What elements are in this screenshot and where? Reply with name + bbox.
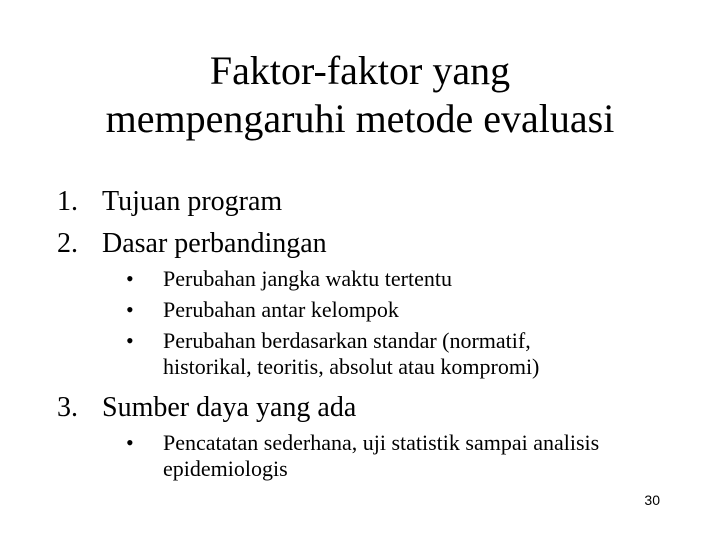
sub-bullet-text: Pencatatan sederhana, uji statistik sampai analisis epidemiologis (163, 430, 600, 481)
bullet-icon: • (126, 430, 134, 455)
list-item-text: Sumber daya yang ada (102, 392, 357, 423)
bullet-icon: • (126, 328, 134, 353)
sub-bullet-text: Perubahan berdasarkan standar (normatif, historikal, teoritis, absolut atau kompromi) (163, 328, 540, 379)
list-item-number: 3. (57, 392, 78, 423)
list-item-text: Dasar perbandingan (102, 228, 327, 259)
list-item-number: 2. (57, 228, 78, 259)
page-number: 30 (644, 492, 660, 508)
sub-bullet-text: Perubahan antar kelompok (163, 297, 399, 322)
bullet-icon: • (126, 297, 134, 322)
list-item-sumber-daya (57, 391, 356, 425)
slide-title-line-1: Faktor-faktor yang (209, 48, 511, 93)
list-item-tujuan-program (57, 185, 282, 219)
list-item-text: Tujuan program (102, 186, 283, 217)
bullet-icon: • (126, 266, 134, 291)
list-item-dasar-perbandingan (57, 227, 327, 261)
slide-title-line-2: mempengaruhi metode evaluasi (105, 96, 615, 141)
sub-bullet-text: Perubahan jangka waktu tertentu (163, 266, 452, 291)
list-item-number: 1. (57, 186, 78, 217)
